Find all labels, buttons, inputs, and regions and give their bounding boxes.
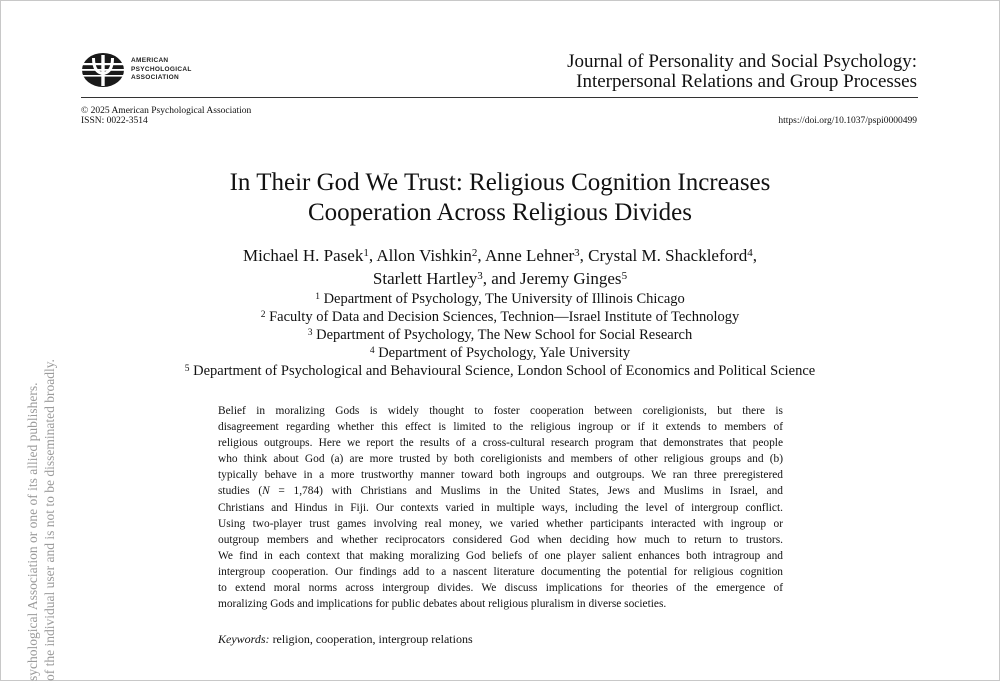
paper-title (0, 168, 1000, 228)
copyright-line: © 2025 American Psychological Association (81, 106, 252, 116)
affiliation-number: 4 (369, 346, 375, 356)
abstract-line: Christians and Hindus in Fiji. Our contexts varied in multiple ways, including the level of intergroup conflict. (218, 501, 783, 514)
paper-title-line: In Their God We Trust: Religious Cognition Increases (229, 169, 771, 196)
journal-title-line: Interpersonal Relations and Group Processes (576, 71, 917, 92)
keywords (218, 631, 473, 647)
affiliation-list (0, 290, 1000, 380)
abstract-line: religious outgroups. Here we report the results of a cross-cultural research program that demonstrates that people (218, 437, 783, 450)
affiliation-text: Department of Psychological and Behavioural Science, London School of Economics and Political Science (193, 363, 816, 379)
affiliation (0, 308, 1000, 326)
journal-title-line: Journal of Personality and Social Psychology: (567, 51, 917, 72)
author-affiliation-number: 3 (477, 270, 483, 282)
watermark-line: of the individual user and is not to be disseminated broadly. (42, 359, 57, 681)
abstract-line: We find in each context that making moralizing God beliefs of one player salient enhances both intragroup and (218, 549, 783, 562)
apa-logo (81, 52, 192, 88)
abstract-line: disagreement regarding whether this effect is limited to the religious ingroup or if it extends to members of (218, 421, 783, 434)
doi-link[interactable]: https://doi.org/10.1037/pspi0000499 (778, 116, 917, 126)
affiliation (0, 344, 1000, 362)
abstract-line: outgroup members and whether reciprocators considered God when deciding how much to return to trustors. (218, 533, 783, 546)
abstract-line: typically behave in a more trustworthy manner toward both ingroups and outgroups. We ran three preregistered (218, 469, 783, 482)
abstract-line: moralizing Gods and implications for public debates about religious pluralism in diverse societies. (218, 598, 667, 611)
affiliation (0, 362, 1000, 380)
author-separator: , and (482, 269, 521, 288)
author-name: Michael H. Pasek (242, 246, 364, 265)
author-affiliation-number: 3 (574, 247, 580, 259)
abstract-line: studies (N = 1,784) with Christians and Muslims in the United States, Jews and Muslims in Israel, and (218, 485, 783, 498)
header-rule (81, 97, 918, 98)
author-separator: , (579, 246, 589, 265)
affiliation-text: Department of Psychology, The New School for Social Research (316, 327, 693, 343)
journal-title (567, 52, 917, 92)
author-list (0, 244, 1000, 290)
apa-logo-text: AMERICAN PSYCHOLOGICAL ASSOCIATION (131, 57, 192, 82)
abstract-line: to extend moral norms across intergroup divides. We discuss implications for theories of the emergence of (218, 582, 783, 595)
affiliation (0, 290, 1000, 308)
abstract-line: Using two-player trust games involving real money, we varied whether participants interacted with ingroup or (218, 517, 783, 530)
affiliation-text: Department of Psychology, Yale University (378, 345, 631, 361)
abstract-line: intergroup cooperation. Our findings add to a nascent literature documenting the potential for religious cognition (218, 565, 783, 578)
author-name: Anne Lehner (484, 246, 575, 265)
author-affiliation-number: 4 (747, 247, 753, 259)
affiliation-text: Department of Psychology, The University of Illinois Chicago (323, 291, 685, 307)
author-affiliation-number: 2 (471, 247, 478, 259)
author-separator: , (752, 246, 758, 265)
author-affiliation-number: 1 (363, 247, 369, 259)
author-name: Jeremy Ginges (520, 269, 622, 288)
paper-title-line: Cooperation Across Religious Divides (308, 199, 692, 226)
affiliation-text: Faculty of Data and Decision Sciences, Technion—Israel Institute of Technology (269, 309, 740, 325)
watermark-line: sychological Association or one of its allied publishers. (25, 382, 40, 681)
affiliation-number: 2 (260, 310, 266, 320)
author-name: Allon Vishkin (376, 246, 472, 265)
affiliation (0, 326, 1000, 344)
abstract-line: Belief in moralizing Gods is widely thought to foster cooperation between coreligionists, but there is (218, 405, 783, 417)
keywords-text: religion, cooperation, intergroup relations (272, 632, 473, 646)
apa-psi-icon (81, 52, 125, 88)
affiliation-number: 1 (315, 292, 320, 302)
abstract (218, 403, 783, 612)
author-line (0, 244, 1000, 267)
author-affiliation-number: 5 (621, 270, 628, 282)
keywords-label: Keywords: (218, 632, 270, 646)
author-name: Crystal M. Shackleford (588, 246, 748, 265)
affiliation-number: 3 (307, 328, 313, 338)
author-separator: , (477, 246, 485, 265)
author-name: Starlett Hartley (372, 269, 478, 288)
author-line (0, 267, 1000, 290)
issn-line: ISSN: 0022-3514 (81, 116, 148, 126)
affiliation-number: 5 (184, 364, 190, 374)
copyright-info (81, 106, 251, 126)
author-separator: , (368, 246, 377, 265)
abstract-line: who think about God (a) are more trusted by both coreligionists and members of other religious groups and (b) (218, 453, 783, 466)
